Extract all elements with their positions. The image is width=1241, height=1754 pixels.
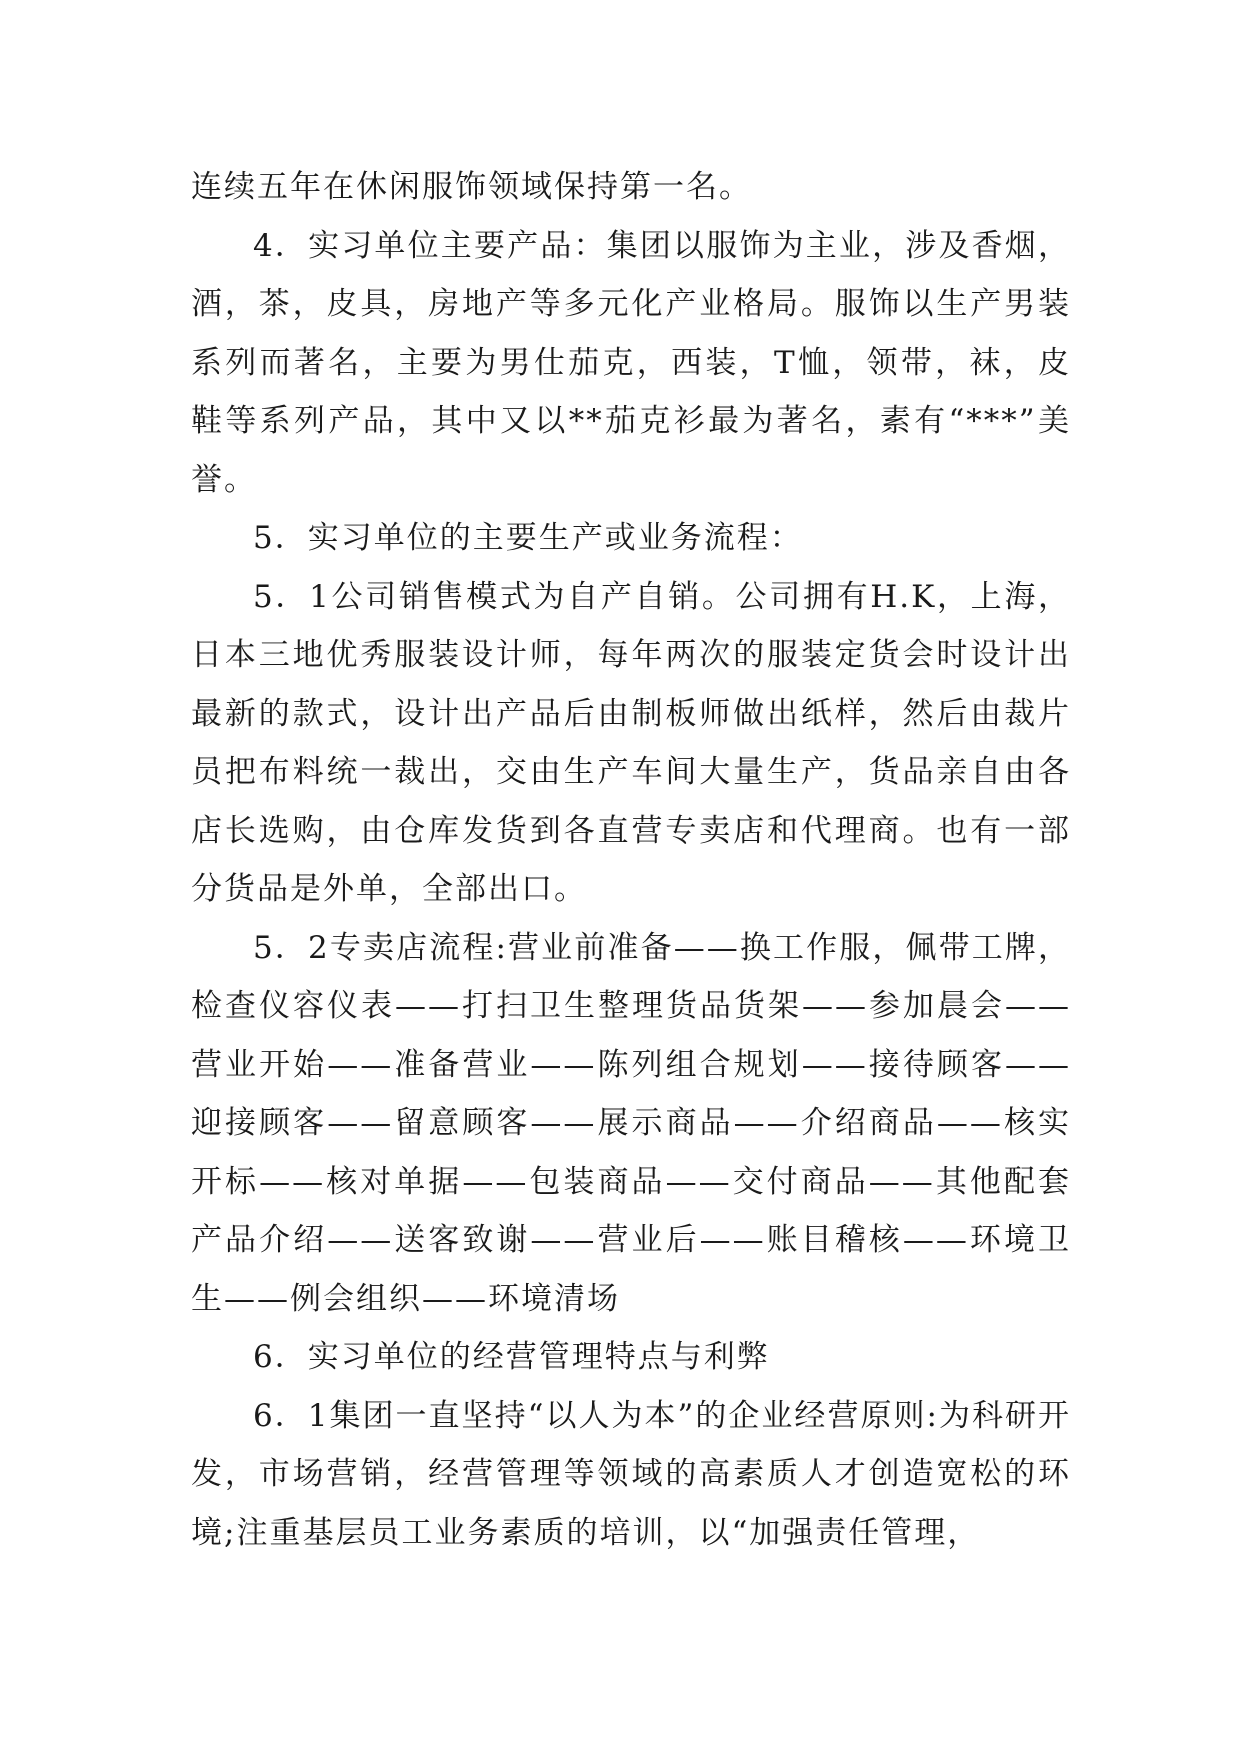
paragraph-continuation: 连续五年在休闲服饰领域保持第一名。 (191, 169, 752, 205)
paragraph-main-products: 4．实习单位主要产品：集团以服饰为主业，涉及香烟，酒，茶，皮具，房地产等多元化产业格局。服饰以生产男装系列而著名，主要为男仕茄克，西装，T恤，领带，袜，皮鞋等系列产品，其中又以**茄克衫最为著名，素有“***”美誉。 (191, 227, 1071, 498)
paragraph-management-heading: 6．实习单位的经营管理特点与利弊 (253, 1339, 770, 1375)
paragraph-people-oriented: 6．1集团一直坚持“以人为本”的企业经营原则:为科研开发，市场营销，经营管理等领域的高素质人才创造宽松的环境;注重基层员工业务素质的培训，以“加强责任管理， (191, 1397, 1071, 1551)
paragraph-sales-model: 5．1公司销售模式为自产自销。公司拥有H.K，上海，日本三地优秀服装设计师，每年两次的服装定货会时设计出最新的款式，设计出产品后由制板师做出纸样，然后由裁片员把布料统一裁出，交由生产车间大量生产，货品亲自由各店长选购，由仓库发货到各直营专卖店和代理商。也有一部分货品是外单，全部出口。 (191, 578, 1071, 907)
paragraph-store-process: 5．2专卖店流程:营业前准备——换工作服，佩带工牌，检查仪容仪表——打扫卫生整理货品货架——参加晨会——营业开始——准备营业——陈列组合规划——接待顾客——迎接顾客——留意顾客——展示商品——介绍商品——核实开标——核对单据——包装商品——交付商品——其他配套产品介绍——送客致谢——营业后——账目稽核——环境卫生——例会组织——环境清场 (191, 929, 1071, 1317)
paragraph-business-process-heading: 5．实习单位的主要生产或业务流程： (253, 520, 803, 556)
document-body (191, 158, 1071, 1562)
